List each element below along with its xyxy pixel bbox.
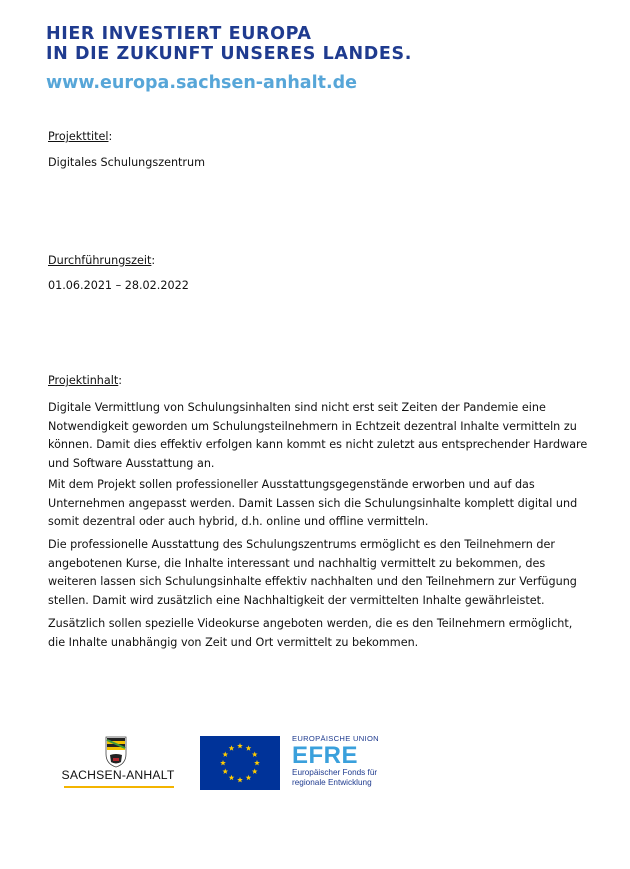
projekttitel-colon: :	[108, 130, 113, 143]
sachsen-anhalt-underline	[64, 786, 174, 788]
paragraph-line: Notwendigkeit geworden um Schulungsteilnehmern in Echtzeit dezentral Inhalte vermitteln zu	[48, 419, 577, 433]
projekttitel-heading	[48, 130, 112, 143]
paragraph-line: weiteren lassen sich Schulungsinhalte effektiv nachhalten und den Teilnehmern zur Verfügung	[48, 575, 577, 589]
paragraph-line: die Inhalte unabhängig von Zeit und Ort vermittelt zu bekommen.	[48, 635, 419, 649]
projekttitel-label: Projekttitel	[48, 130, 109, 143]
paragraph-line: und Software Ausstattung an.	[48, 456, 215, 470]
durchfuehrungszeit-value: 01.06.2021 – 28.02.2022	[48, 279, 189, 292]
efre-subline-1: Europäischer Fonds für	[292, 768, 378, 777]
paragraph-line: Unternehmen angepasst werden. Damit Lassen sich die Schulungsinhalte komplett digital und	[48, 496, 578, 510]
sachsen-anhalt-logo	[58, 732, 178, 792]
durchfuehrungszeit-colon: :	[151, 254, 156, 267]
durchfuehrungszeit-label: Durchführungszeit	[48, 254, 152, 267]
projektinhalt-label: Projektinhalt	[48, 374, 119, 387]
paragraph-line: Die professionelle Ausstattung des Schulungszentrums ermöglicht es den Teilnehmern der	[48, 538, 555, 551]
banner-line-1: HIER INVESTIERT EUROPA	[46, 24, 312, 44]
projektinhalt-paragraph	[48, 476, 588, 532]
projektinhalt-paragraph	[48, 615, 588, 652]
paragraph-line: Digitale Vermittlung von Schulungsinhalten sind nicht erst seit Zeiten der Pandemie eine	[48, 401, 546, 414]
projektinhalt-colon: :	[118, 374, 123, 387]
projektinhalt-paragraph	[48, 399, 588, 473]
coat-of-arms-icon	[104, 736, 128, 768]
banner-line-2: IN DIE ZUKUNFT UNSERES LANDES.	[46, 44, 412, 64]
paragraph-line: können. Damit dies effektiv erfolgen kann kommt es nicht zuletzt aus entsprechender Hardware	[48, 438, 588, 452]
eu-label: EUROPÄISCHE UNION	[292, 734, 379, 743]
projektinhalt-heading	[48, 374, 122, 387]
efre-logo	[292, 734, 432, 788]
sachsen-anhalt-wordmark: SACHSEN-ANHALT	[61, 768, 175, 782]
projektinhalt-paragraph	[48, 536, 588, 610]
banner-url[interactable]: www.europa.sachsen-anhalt.de	[46, 73, 358, 93]
eu-funding-banner	[46, 24, 412, 94]
eu-flag-icon	[200, 736, 280, 790]
efre-wordmark: EFRE	[292, 742, 359, 769]
durchfuehrungszeit-heading	[48, 254, 155, 267]
efre-subline-2: regionale Entwicklung	[292, 778, 372, 787]
paragraph-line: stellen. Damit wird zusätzlich eine Nachhaltigkeit der vermittelten Inhalte gewährleistet.	[48, 593, 545, 607]
paragraph-line: somit dezentral oder auch hybrid, d.h. online und offline vermitteln.	[48, 515, 429, 529]
paragraph-line: angebotenen Kurse, die Inhalte interessant und nachhaltig vermittelt zu bekommen, des	[48, 556, 546, 570]
funding-logos	[0, 732, 630, 802]
paragraph-line: Mit dem Projekt sollen professioneller Ausstattungsgegenstände erworben und auf das	[48, 478, 535, 491]
paragraph-line: Zusätzlich sollen spezielle Videokurse angeboten werden, die es den Teilnehmern ermöglicht,	[48, 617, 573, 630]
projekttitel-value: Digitales Schulungszentrum	[48, 156, 206, 169]
